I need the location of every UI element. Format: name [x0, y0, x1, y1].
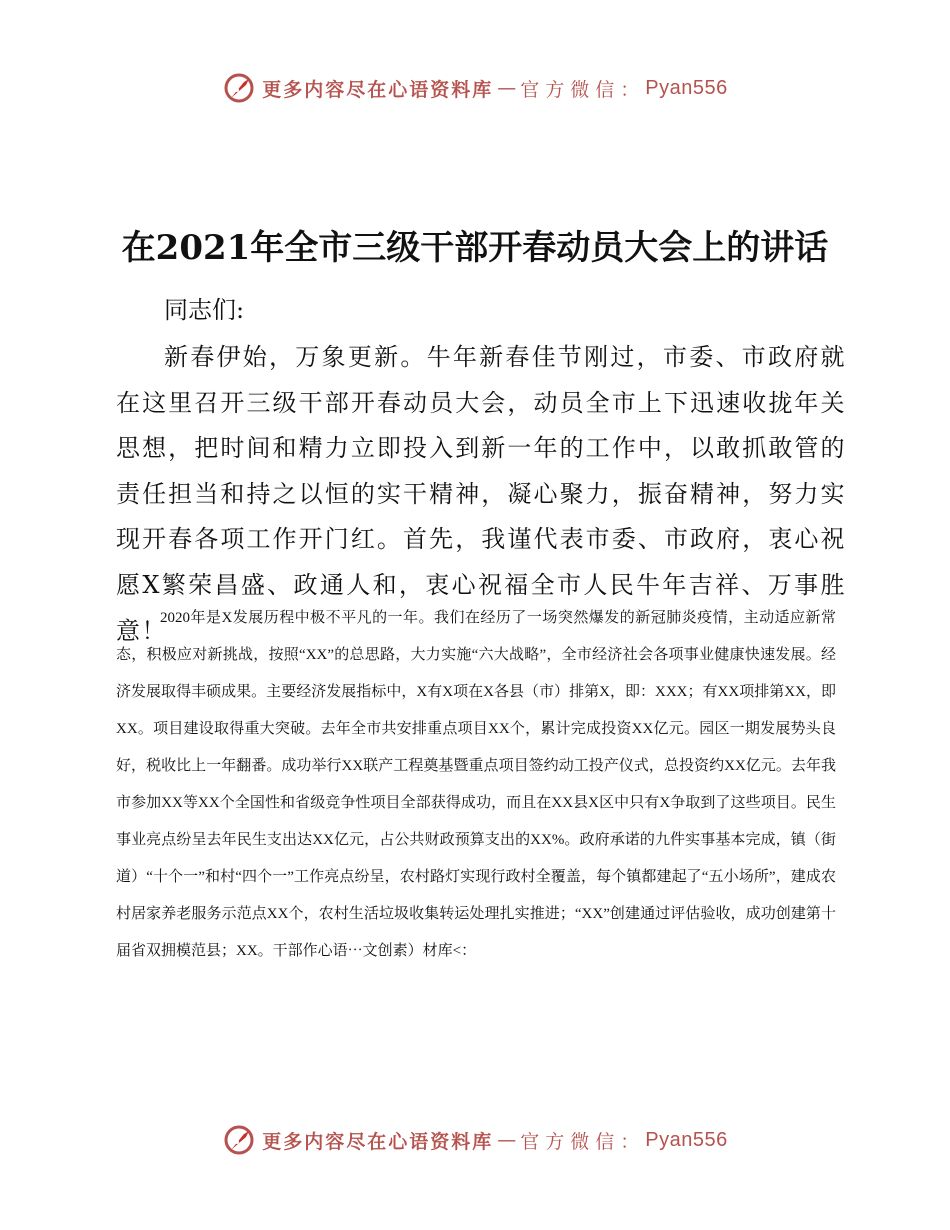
watermark-wechat-id: Pyan556: [645, 1128, 728, 1151]
pen-nib-logo-icon: [222, 71, 256, 105]
paragraph-intro: 新春伊始，万象更新。牛年新春佳节刚过，市委、市政府就在这里召开三级干部开春动员大会，动员全市上下迅速收拢年关思想，把时间和精力立即投入到新一年的工作中，以敢抓敢管的责任担当和持之以恒的实干精神，凝心聚力，振奋精神，努力实现开春各项工作开门红。首先，我谨代表市委、市政府，衷心祝愿X繁荣昌盛、政通人和，衷心祝福全市人民牛年吉祥、万事胜意！: [116, 343, 846, 645]
greeting: 同志们:: [164, 296, 245, 324]
watermark-banner-bottom: [0, 1118, 950, 1162]
watermark-wechat-id: Pyan556: [645, 76, 728, 99]
paragraph-review-2020: 2020年是X发展历程中极不平凡的一年。我们在经历了一场突然爆发的新冠肺炎疫情，主动适应新常态，积极应对新挑战，按照“XX”的总思路，大力实施“六大战略”，全市经济社会各项事业健康快速发展。经济发展取得丰硕成果。主要经济发展指标中，X有X项在X各县（市）排第X，即：XXX；有XX项排第XX，即XX。项目建设取得重大突破。去年全市共安排重点项目XX个，累计完成投资XX亿元。园区一期发展势头良好，税收比上一年翻番。成功举行XX联产工程奠基暨重点项目签约动工投产仪式，总投资约XX亿元。去年我市参加XX等XX个全国性和省级竞争性项目全部获得成功，而且在XX县X区中只有X争取到了这些项目。民生事业亮点纷呈去年民生支出达XX亿元，占公共财政预算支出的XX%。政府承诺的九件实事基本完成，镇（街道）“十个一”和村“四个一”工作亮点纷呈，农村路灯实现行政村全覆盖，每个镇都建起了“五小场所”，建成农村居家养老服务示范点XX个，农村生活垃圾收集转运处理扎实推进；“XX”创建通过评估验收，成功创建第十届省双拥模范县；XX。干部作心语⋯文创素）材库<：: [116, 610, 836, 959]
watermark-banner-top: [0, 66, 950, 110]
watermark-prefix: 更多内容尽在心语资料库: [262, 78, 494, 101]
document-title: 在2021年全市三级干部开春动员大会上的讲话: [121, 228, 829, 268]
watermark-dash: —: [497, 1129, 517, 1151]
watermark-prefix: 更多内容尽在心语资料库: [262, 1130, 494, 1153]
watermark-wechat-label: 官方微信：: [520, 1130, 646, 1153]
pen-nib-logo-icon: [222, 1123, 256, 1157]
watermark-dash: —: [497, 77, 517, 99]
watermark-wechat-label: 官方微信：: [520, 78, 646, 101]
